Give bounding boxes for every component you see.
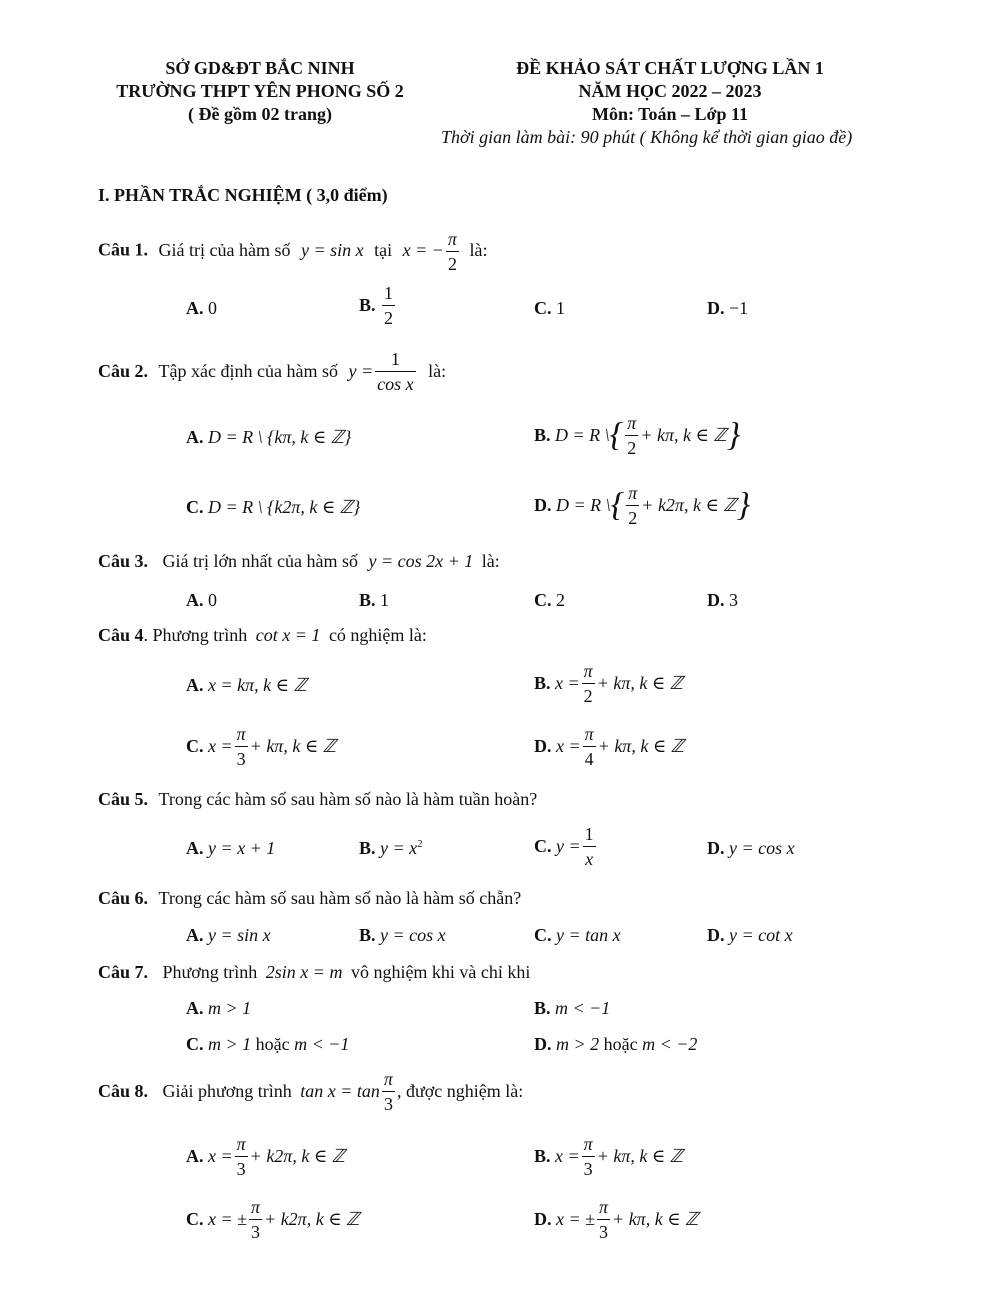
question-7	[98, 962, 530, 983]
math-expression: x = −	[402, 239, 444, 260]
math-expression: y =	[348, 361, 374, 381]
option-b[interactable]: B. $\frac{1}{2}$	[359, 283, 394, 328]
question-label: Câu 3.	[98, 551, 149, 571]
question-label: Câu 1.	[98, 239, 149, 260]
question-4	[98, 625, 427, 646]
option-c[interactable]: C. y = tan x	[534, 925, 621, 945]
option-c[interactable]: C. x = ± $\frac{\pi}{3}$ + k2π, k ∈ ℤ	[186, 1197, 360, 1242]
question-text: Phương trình	[162, 962, 258, 982]
option-c[interactable]: C. D = R \ {k2π, k ∈ ℤ}	[186, 497, 361, 517]
school-year: NĂM HỌC 2022 – 2023	[578, 81, 762, 101]
question-3	[98, 551, 500, 572]
option-b[interactable]: B. y = cos x	[359, 925, 446, 945]
question-text: Giải phương trình	[162, 1081, 292, 1101]
option-d[interactable]: D. x = $\frac{\pi}{4}$ + kπ, k ∈ ℤ	[534, 724, 685, 769]
school-name: TRƯỜNG THPT YÊN PHONG SỐ 2	[116, 81, 404, 101]
question-label: Câu 2.	[98, 361, 149, 381]
option-b[interactable]: B. x = $\frac{\pi}{2}$ + kπ, k ∈ ℤ	[534, 661, 684, 706]
question-6	[98, 888, 521, 909]
option-c[interactable]: C. 1	[534, 298, 565, 318]
math-expression: 2sin x = m	[265, 962, 343, 982]
fraction: $\frac{\pi}{2}$	[447, 229, 457, 274]
question-label: Câu 6.	[98, 888, 149, 908]
option-a[interactable]: A. D = R \ {kπ, k ∈ ℤ}	[186, 427, 352, 447]
question-text: vô nghiệm khi và chỉ khi	[350, 962, 531, 982]
fraction: $\frac{1}{\text{cos x}}$	[377, 349, 414, 394]
question-5	[98, 789, 537, 810]
option-a[interactable]: A. 0	[186, 298, 217, 318]
question-text: có nghiệm là:	[328, 625, 427, 645]
page-count-note: ( Đề gồm 02 trang)	[188, 104, 332, 124]
time-limit: Thời gian làm bài: 90 phút ( Không kể thời gian giao đề)	[441, 127, 853, 147]
question-label: Câu 7.	[98, 962, 149, 982]
question-text: Giá trị của hàm số	[158, 239, 291, 260]
option-c[interactable]: C. m > 1 hoặc m < −1	[186, 1034, 350, 1054]
option-d[interactable]: D. x = ± $\frac{\pi}{3}$ + kπ, k ∈ ℤ	[534, 1197, 699, 1242]
question-1	[98, 230, 487, 273]
question-text: tại	[374, 239, 393, 260]
option-a[interactable]: A. y = x + 1	[186, 838, 276, 858]
exam-title: ĐỀ KHẢO SÁT CHẤT LƯỢNG LẦN 1	[516, 58, 824, 78]
question-text: là:	[428, 361, 447, 381]
option-d[interactable]: D. D = R \{ $\frac{\pi}{2}$ + k2π, k ∈ ℤ}	[534, 483, 751, 528]
question-label: Câu 8.	[98, 1081, 149, 1101]
option-a[interactable]: A. x = kπ, k ∈ ℤ	[186, 675, 307, 695]
math-expression: cot x = 1	[255, 625, 321, 645]
option-a[interactable]: A. m > 1	[186, 998, 252, 1018]
question-label: Câu 4	[98, 625, 144, 645]
fraction: $\frac{\pi}{3}$	[383, 1069, 393, 1114]
question-text: . Phương trình	[143, 625, 248, 645]
option-d[interactable]: D. m > 2 hoặc m < −2	[534, 1034, 698, 1054]
question-8	[98, 1070, 523, 1113]
question-text: Trong các hàm số sau hàm số nào là hàm số chẵn?	[158, 888, 522, 908]
section-title: I. PHẦN TRẮC NGHIỆM ( 3,0 điểm)	[98, 185, 388, 205]
question-2	[98, 350, 446, 393]
option-b[interactable]: B. x = $\frac{\pi}{3}$ + kπ, k ∈ ℤ	[534, 1134, 684, 1179]
subject: Môn: Toán – Lớp 11	[591, 104, 749, 124]
question-text: Giá trị lớn nhất của hàm số	[162, 551, 358, 571]
option-d[interactable]: D. −1	[707, 298, 749, 318]
option-b[interactable]: B. m < −1	[534, 998, 611, 1018]
question-text: là:	[481, 551, 500, 571]
option-a[interactable]: A. 0	[186, 590, 217, 610]
option-b[interactable]: B. 1	[359, 590, 390, 610]
option-c[interactable]: C. y = $\frac{1}{x}$	[534, 824, 594, 869]
question-text: , được nghiệm là:	[396, 1081, 524, 1101]
question-text: là:	[469, 239, 488, 260]
question-text: Trong các hàm số sau hàm số nào là hàm tuần hoàn?	[158, 789, 538, 809]
option-c[interactable]: C. x = $\frac{\pi}{3}$ + kπ, k ∈ ℤ	[186, 724, 337, 769]
option-a[interactable]: A. x = $\frac{\pi}{3}$ + k2π, k ∈ ℤ	[186, 1134, 346, 1179]
question-label: Câu 5.	[98, 789, 149, 809]
math-expression: y = sin x	[300, 239, 364, 260]
option-c[interactable]: C. 2	[534, 590, 565, 610]
option-a[interactable]: A. y = sin x	[186, 925, 271, 945]
math-expression: tan x = tan	[300, 1081, 380, 1101]
question-text: Tập xác định của hàm số	[158, 361, 338, 381]
option-d[interactable]: D. y = cos x	[707, 838, 795, 858]
option-b[interactable]: B. $y = x^2$	[359, 838, 423, 858]
option-b[interactable]: B. D = R \{ $\frac{\pi}{2}$ + kπ, k ∈ ℤ}	[534, 413, 741, 458]
math-expression: y = cos 2x + 1	[368, 551, 474, 571]
option-d[interactable]: D. y = cot x	[707, 925, 793, 945]
option-d[interactable]: D. 3	[707, 590, 738, 610]
school-authority: SỞ GD&ĐT BẮC NINH	[165, 58, 355, 78]
